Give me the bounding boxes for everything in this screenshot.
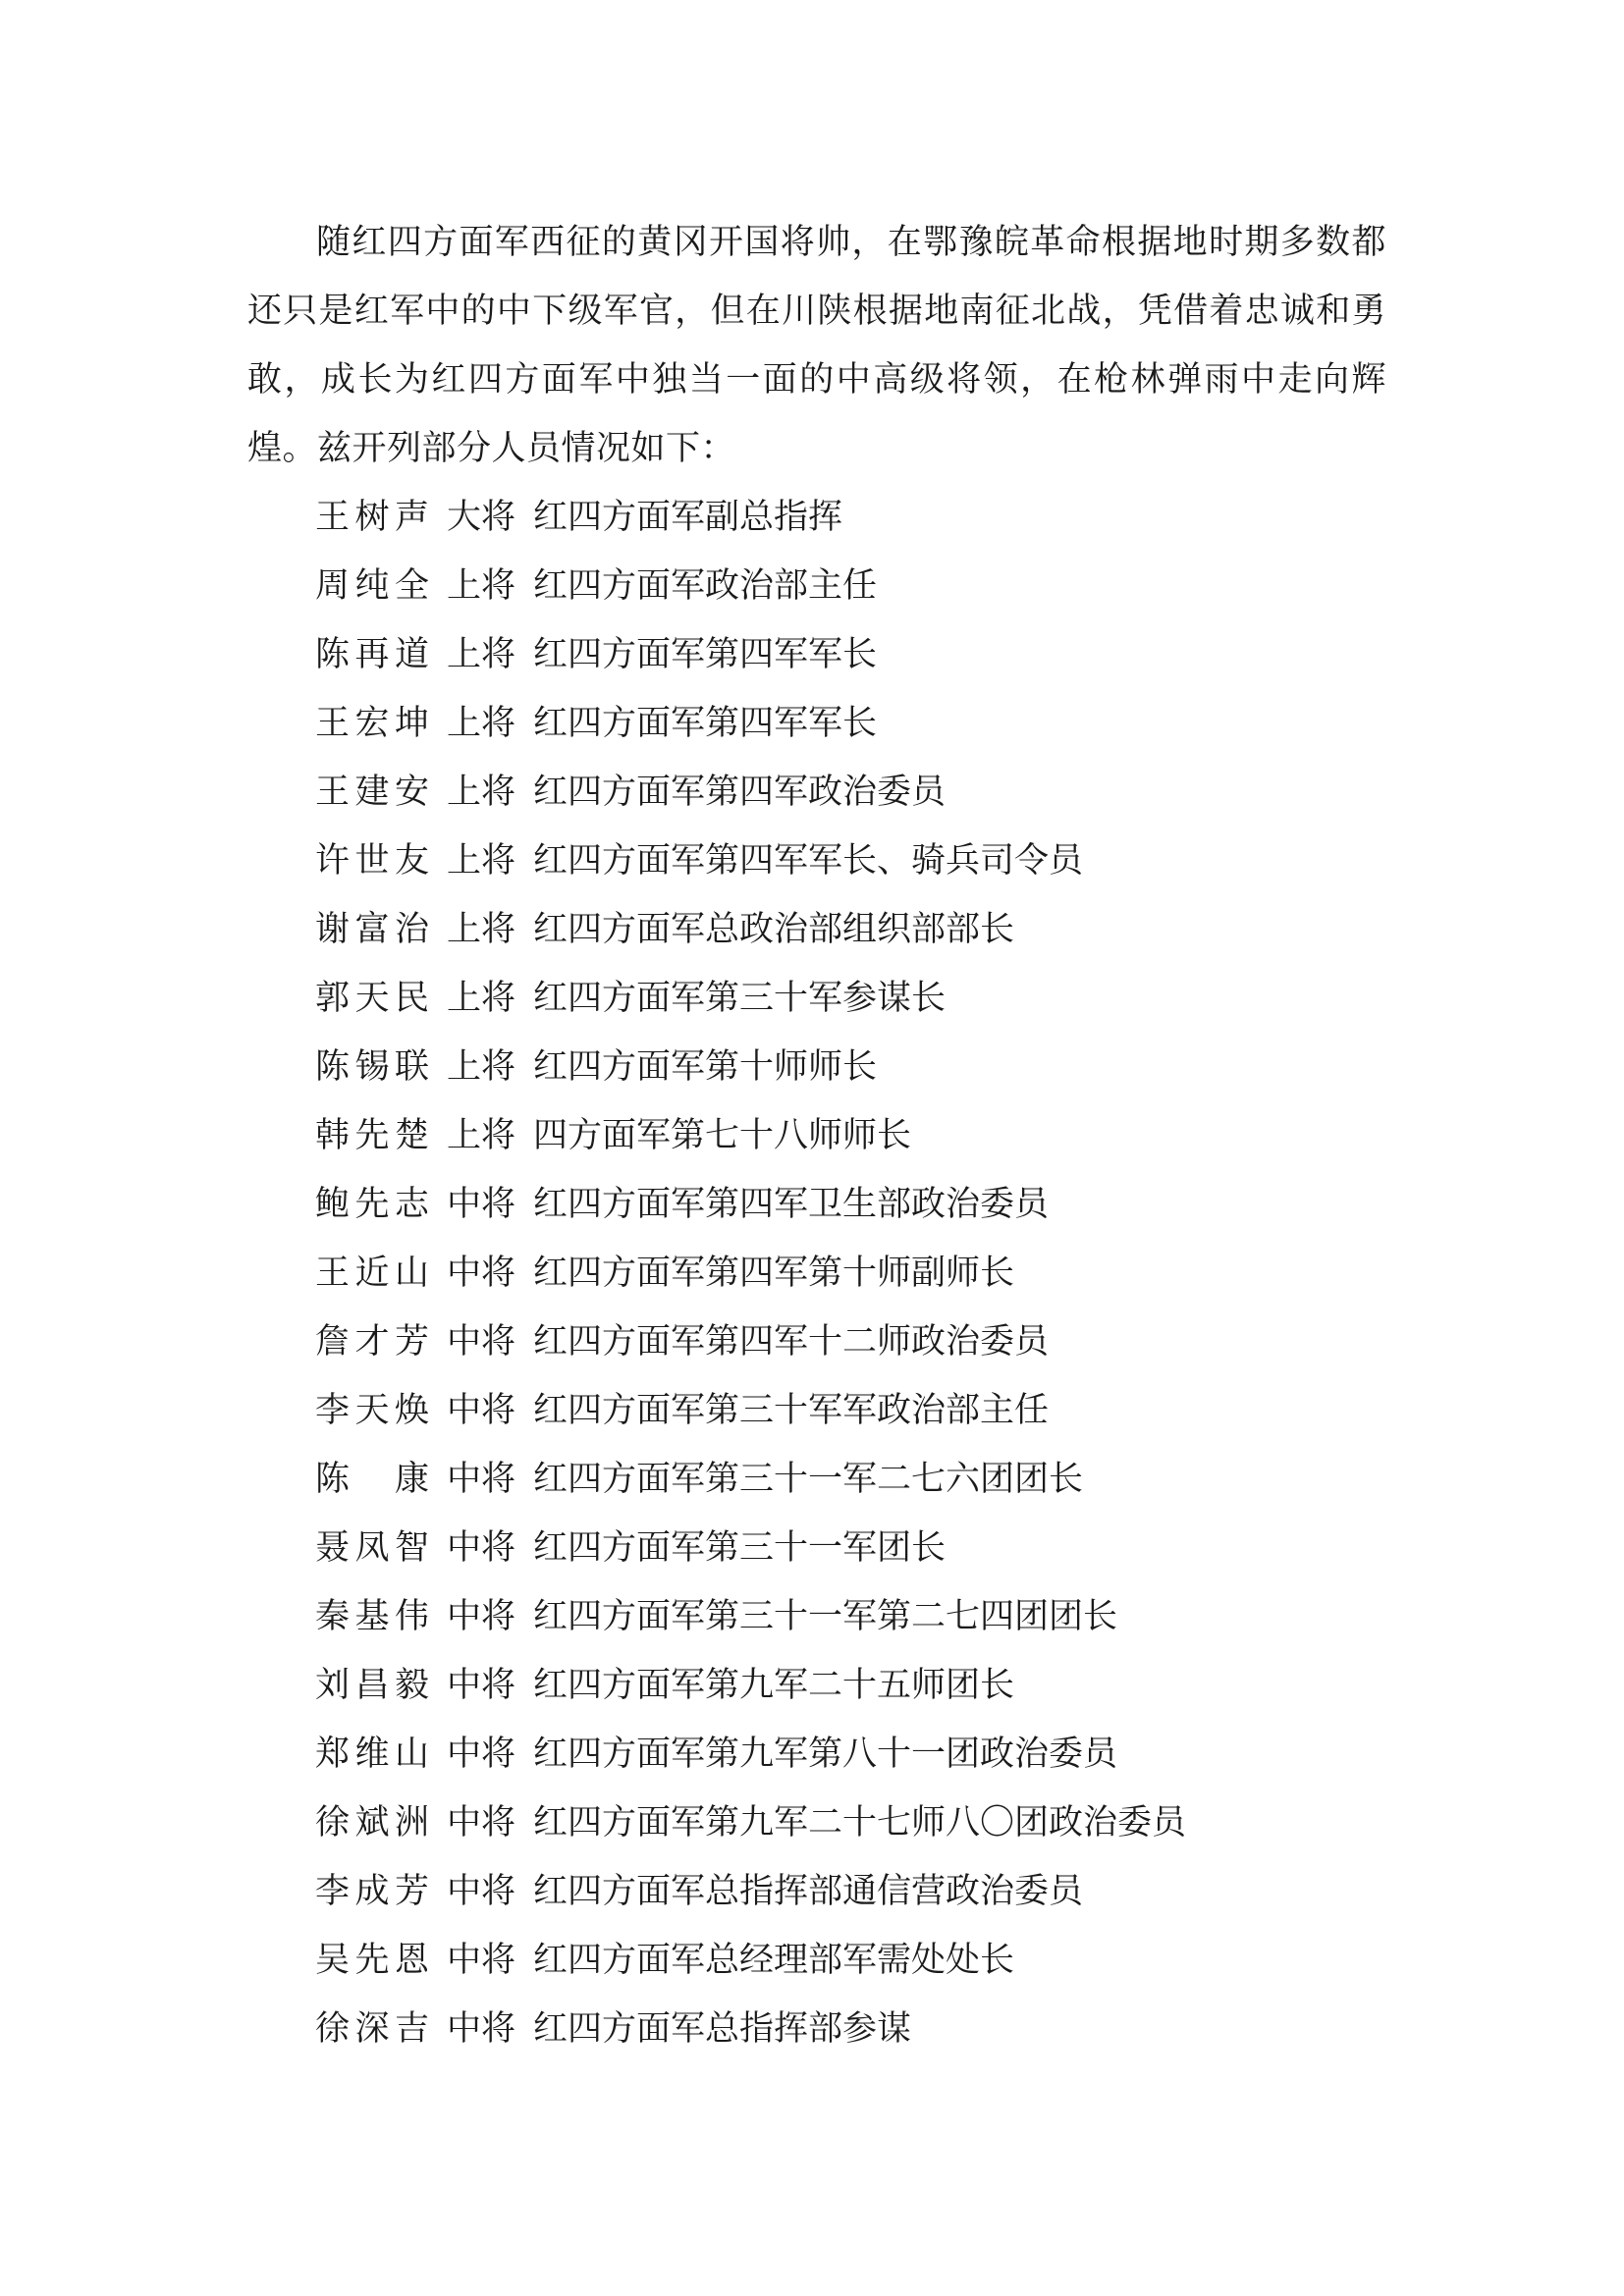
general-post: 红四方面军总指挥部参谋 — [533, 2009, 912, 2049]
general-name: 李天焕 — [315, 1391, 429, 1430]
general-name: 陈再道 — [315, 635, 429, 674]
general-post: 红四方面军政治部主任 — [533, 566, 878, 606]
general-post: 红四方面军第四军军长 — [533, 704, 878, 743]
general-post: 红四方面军第十师师长 — [533, 1047, 878, 1087]
general-rank: 中将 — [447, 1872, 516, 1911]
general-post: 红四方面军第四军军长、骑兵司令员 — [533, 841, 1084, 881]
roster-row — [315, 1789, 1186, 1857]
general-post: 红四方面军总指挥部通信营政治委员 — [533, 1872, 1084, 1911]
general-rank: 中将 — [447, 1735, 516, 1774]
general-name: 王建安 — [315, 773, 429, 812]
general-name: 郑维山 — [315, 1735, 429, 1774]
roster-row — [315, 1995, 1186, 2063]
roster-row — [315, 1720, 1186, 1789]
general-post: 红四方面军第三十军参谋长 — [533, 979, 947, 1018]
general-name: 徐深吉 — [315, 2009, 429, 2049]
general-rank: 上将 — [447, 704, 516, 743]
roster-row — [315, 552, 1186, 620]
general-post: 红四方面军总政治部组织部部长 — [533, 910, 1015, 949]
general-name: 韩先楚 — [315, 1116, 429, 1155]
general-post: 红四方面军第三十一军二七六团团长 — [533, 1460, 1084, 1499]
roster-row — [315, 895, 1186, 964]
general-rank: 中将 — [447, 1185, 516, 1224]
roster-row — [315, 1445, 1186, 1514]
roster-row — [315, 827, 1186, 895]
general-rank: 上将 — [447, 1116, 516, 1155]
general-rank: 上将 — [447, 635, 516, 674]
roster-row — [315, 758, 1186, 827]
general-rank: 上将 — [447, 910, 516, 949]
roster-row — [315, 1582, 1186, 1651]
roster-row — [315, 1926, 1186, 1995]
general-post: 红四方面军第四军卫生部政治委员 — [533, 1185, 1050, 1224]
general-name: 陈 康 — [315, 1460, 429, 1499]
general-rank: 中将 — [447, 1460, 516, 1499]
general-post: 红四方面军第四军第十师副师长 — [533, 1254, 1015, 1293]
general-name: 聂凤智 — [315, 1528, 429, 1568]
roster-row — [315, 1101, 1186, 1170]
general-name: 许世友 — [315, 841, 429, 881]
general-rank: 上将 — [447, 566, 516, 606]
general-name: 秦基伟 — [315, 1597, 429, 1636]
general-post: 红四方面军总经理部军需处处长 — [533, 1941, 1015, 1980]
general-name: 吴先恩 — [315, 1941, 429, 1980]
general-name: 王树声 — [315, 498, 429, 537]
general-name: 王宏坤 — [315, 704, 429, 743]
roster-row — [315, 1651, 1186, 1720]
general-name: 王近山 — [315, 1254, 429, 1293]
general-post: 红四方面军第三十一军第二七四团团长 — [533, 1597, 1118, 1636]
general-rank: 中将 — [447, 1254, 516, 1293]
general-name: 刘昌毅 — [315, 1666, 429, 1705]
general-rank: 中将 — [447, 1391, 516, 1430]
general-post: 红四方面军第九军二十五师团长 — [533, 1666, 1015, 1705]
general-rank: 上将 — [447, 1047, 516, 1087]
general-name: 陈锡联 — [315, 1047, 429, 1087]
general-rank: 中将 — [447, 1666, 516, 1705]
general-post: 红四方面军第九军第八十一团政治委员 — [533, 1735, 1118, 1774]
roster-row — [315, 483, 1186, 552]
roster-row — [315, 620, 1186, 689]
roster-row — [315, 964, 1186, 1033]
general-post: 红四方面军副总指挥 — [533, 498, 843, 537]
general-post: 四方面军第七十八师师长 — [533, 1116, 912, 1155]
general-name: 周纯全 — [315, 566, 429, 606]
roster-row — [315, 1376, 1186, 1445]
general-name: 徐斌洲 — [315, 1803, 429, 1842]
general-post: 红四方面军第三十一军团长 — [533, 1528, 947, 1568]
generals-roster — [315, 483, 1186, 2063]
general-name: 鲍先志 — [315, 1185, 429, 1224]
general-rank: 上将 — [447, 841, 516, 881]
general-rank: 中将 — [447, 1322, 516, 1362]
general-name: 李成芳 — [315, 1872, 429, 1911]
roster-row — [315, 1308, 1186, 1376]
general-rank: 中将 — [447, 1597, 516, 1636]
general-name: 詹才芳 — [315, 1322, 429, 1362]
general-post: 红四方面军第四军军长 — [533, 635, 878, 674]
general-rank: 上将 — [447, 979, 516, 1018]
general-rank: 上将 — [447, 773, 516, 812]
roster-row — [315, 1239, 1186, 1308]
roster-row — [315, 1514, 1186, 1582]
general-post: 红四方面军第四军十二师政治委员 — [533, 1322, 1050, 1362]
roster-row — [315, 1857, 1186, 1926]
general-rank: 中将 — [447, 1528, 516, 1568]
roster-row — [315, 1033, 1186, 1101]
general-post: 红四方面军第九军二十七师八〇团政治委员 — [533, 1803, 1187, 1842]
general-rank: 大将 — [447, 498, 516, 537]
general-post: 红四方面军第四军政治委员 — [533, 773, 947, 812]
general-post: 红四方面军第三十军军政治部主任 — [533, 1391, 1050, 1430]
roster-row — [315, 1170, 1186, 1239]
general-rank: 中将 — [447, 2009, 516, 2049]
intro-paragraph: 随红四方面军西征的黄冈开国将帅，在鄂豫皖革命根据地时期多数都还只是红军中的中下级军官，但在川陕根据地南征北战，凭借着忠诚和勇敢，成长为红四方面军中独当一面的中高级将领，在枪林弹雨中走向辉煌。兹开列部分人员情况如下： — [247, 223, 1386, 468]
roster-row — [315, 689, 1186, 758]
general-rank: 中将 — [447, 1803, 516, 1842]
general-name: 谢富治 — [315, 910, 429, 949]
general-rank: 中将 — [447, 1941, 516, 1980]
general-name: 郭天民 — [315, 979, 429, 1018]
